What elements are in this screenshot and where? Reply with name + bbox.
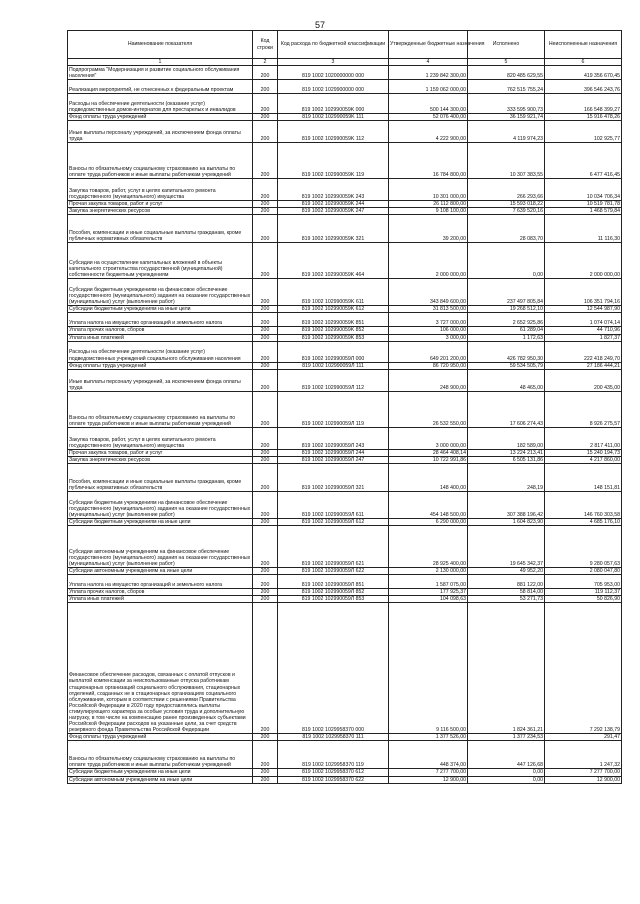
row-code: 200 bbox=[253, 327, 278, 334]
table-row bbox=[68, 449, 622, 456]
row-executed: 307 388 196,42 bbox=[468, 491, 545, 518]
row-name: Уплата прочих налогов, сборов bbox=[68, 589, 253, 596]
row-name: Субсидии автономным учреждениям на иные цели bbox=[68, 568, 253, 575]
row-classification: 819 1002 1029958370 111 bbox=[278, 734, 389, 741]
row-executed: 0,00 bbox=[468, 769, 545, 776]
row-unexecuted: 50 826,90 bbox=[545, 596, 622, 603]
row-name: Субсидии на осуществление капитальных вложений в объекты капитального строительства государственной (муниципальной) собственности бюджетным учреждениям bbox=[68, 243, 253, 279]
table-row bbox=[68, 80, 622, 94]
row-approved: 9 108 100,00 bbox=[389, 208, 468, 215]
row-unexecuted: 396 546 243,76 bbox=[545, 80, 622, 94]
row-executed: 447 126,68 bbox=[468, 741, 545, 769]
table-row bbox=[68, 369, 622, 391]
row-code: 200 bbox=[253, 243, 278, 279]
row-executed: 1 172,63 bbox=[468, 334, 545, 341]
table-row bbox=[68, 327, 622, 334]
row-approved: 4 222 900,00 bbox=[389, 121, 468, 143]
row-name: Прочая закупка товаров, работ и услуг bbox=[68, 201, 253, 208]
header-approved: Утвержденные бюджетные назначения bbox=[389, 31, 468, 59]
row-executed: 58 814,00 bbox=[468, 589, 545, 596]
row-unexecuted: 119 112,37 bbox=[545, 589, 622, 596]
row-approved: 31 813 500,00 bbox=[389, 306, 468, 313]
row-name: Расходы на обеспечение деятельности (оказание услуг) подведомственных домов-интернатов для престарелых и инвалидов bbox=[68, 94, 253, 114]
header-code: Код строки bbox=[253, 31, 278, 59]
row-executed: 820 485 629,55 bbox=[468, 66, 545, 80]
row-executed: 28 083,70 bbox=[468, 215, 545, 243]
column-index: 3 bbox=[278, 59, 389, 66]
table-row bbox=[68, 341, 622, 362]
row-executed: 237 497 805,84 bbox=[468, 279, 545, 306]
table-row bbox=[68, 391, 622, 427]
row-approved: 104 098,63 bbox=[389, 596, 468, 603]
row-code: 200 bbox=[253, 518, 278, 525]
row-classification: 819 1002 102990059Л 611 bbox=[278, 491, 389, 518]
row-code: 200 bbox=[253, 179, 278, 201]
row-approved: 448 374,00 bbox=[389, 741, 468, 769]
row-executed: 426 782 950,30 bbox=[468, 341, 545, 362]
row-unexecuted: 6 477 416,45 bbox=[545, 143, 622, 179]
row-classification: 819 1002 102990059K 112 bbox=[278, 121, 389, 143]
table-row bbox=[68, 94, 622, 114]
row-executed: 48 465,00 bbox=[468, 369, 545, 391]
row-classification: 819 1002 1029958370 000 bbox=[278, 603, 389, 734]
row-name: Фонд оплаты труда учреждений bbox=[68, 734, 253, 741]
row-unexecuted: 10 519 781,78 bbox=[545, 201, 622, 208]
row-code: 200 bbox=[253, 313, 278, 327]
row-classification: 819 1002 1029958370 119 bbox=[278, 741, 389, 769]
row-name: Субсидии бюджетным учреждениям на иные цели bbox=[68, 306, 253, 313]
row-approved: 1 159 062 000,00 bbox=[389, 80, 468, 94]
row-executed: 15 593 018,22 bbox=[468, 201, 545, 208]
row-name: Субсидии бюджетным учреждениям на иные цели bbox=[68, 518, 253, 525]
row-approved: 39 200,00 bbox=[389, 215, 468, 243]
row-executed: 182 589,00 bbox=[468, 427, 545, 449]
row-approved: 106 000,00 bbox=[389, 327, 468, 334]
row-unexecuted: 1 247,32 bbox=[545, 741, 622, 769]
row-classification: 819 1002 102990059Л 853 bbox=[278, 596, 389, 603]
row-executed: 881 122,00 bbox=[468, 575, 545, 589]
row-classification: 819 1002 102990059Л 852 bbox=[278, 589, 389, 596]
row-code: 200 bbox=[253, 279, 278, 306]
table-row bbox=[68, 568, 622, 575]
row-executed: 7 639 520,16 bbox=[468, 208, 545, 215]
row-unexecuted: 2 000 000,00 bbox=[545, 243, 622, 279]
header-executed: Исполнено bbox=[468, 31, 545, 59]
column-index-row bbox=[68, 59, 622, 66]
table-row bbox=[68, 334, 622, 341]
row-code: 200 bbox=[253, 589, 278, 596]
row-unexecuted: 705 953,00 bbox=[545, 575, 622, 589]
row-classification: 819 1002 102990059Л 612 bbox=[278, 518, 389, 525]
row-code: 200 bbox=[253, 80, 278, 94]
row-unexecuted: 1 074 074,14 bbox=[545, 313, 622, 327]
row-classification: 819 1002 102990059Л 000 bbox=[278, 341, 389, 362]
row-name: Фонд оплаты труда учреждений bbox=[68, 362, 253, 369]
row-unexecuted: 12 900,00 bbox=[545, 776, 622, 783]
row-unexecuted: 27 186 444,21 bbox=[545, 362, 622, 369]
row-approved: 12 900,00 bbox=[389, 776, 468, 783]
row-classification: 819 1002 102990059K 119 bbox=[278, 143, 389, 179]
row-unexecuted: 222 418 249,70 bbox=[545, 341, 622, 362]
row-name: Иные выплаты персоналу учреждений, за исключением фонда оплаты труда bbox=[68, 369, 253, 391]
row-approved: 9 116 500,00 bbox=[389, 603, 468, 734]
row-unexecuted: 2 817 411,00 bbox=[545, 427, 622, 449]
row-code: 200 bbox=[253, 596, 278, 603]
row-classification: 819 1002 102990059Л 112 bbox=[278, 369, 389, 391]
row-code: 200 bbox=[253, 776, 278, 783]
row-executed: 0,00 bbox=[468, 243, 545, 279]
row-approved: 454 148 500,00 bbox=[389, 491, 468, 518]
row-name: Иные выплаты персоналу учреждений, за исключением фонда оплаты труда bbox=[68, 121, 253, 143]
row-name: Уплата иных платежей bbox=[68, 596, 253, 603]
row-classification: 819 1002 102990059K 247 bbox=[278, 208, 389, 215]
row-executed: 59 534 505,79 bbox=[468, 362, 545, 369]
row-name: Уплата налога на имущество организаций и земельного налога bbox=[68, 313, 253, 327]
row-unexecuted: 146 760 303,58 bbox=[545, 491, 622, 518]
row-name: Подпрограмма "Модернизация и развитие социального обслуживания населения" bbox=[68, 66, 253, 80]
table-row bbox=[68, 201, 622, 208]
row-name: Субсидии автономным учреждениям на финансовое обеспечение государственного (муниципального) задания на оказание государственных (муниципальных) услуг (выполнение работ) bbox=[68, 526, 253, 568]
column-index: 1 bbox=[68, 59, 253, 66]
row-code: 200 bbox=[253, 734, 278, 741]
row-unexecuted: 11 116,30 bbox=[545, 215, 622, 243]
row-executed: 61 289,04 bbox=[468, 327, 545, 334]
row-classification: 819 1002 102990059Л 321 bbox=[278, 463, 389, 491]
row-code: 200 bbox=[253, 114, 278, 121]
row-unexecuted: 7 292 138,79 bbox=[545, 603, 622, 734]
row-name: Прочая закупка товаров, работ и услуг bbox=[68, 449, 253, 456]
row-name: Закупка товаров, работ, услуг в целях капитального ремонта государственного (муниципального) имущества bbox=[68, 427, 253, 449]
row-name: Субсидии автономным учреждениям на иные цели bbox=[68, 776, 253, 783]
row-approved: 343 849 600,00 bbox=[389, 279, 468, 306]
row-name: Расходы на обеспечение деятельности (оказание услуг) подведомственных учреждений социального обслуживания населения bbox=[68, 341, 253, 362]
row-unexecuted: 2 080 047,80 bbox=[545, 568, 622, 575]
row-unexecuted: 44 710,96 bbox=[545, 327, 622, 334]
row-classification: 819 1002 102990059Л 247 bbox=[278, 456, 389, 463]
row-unexecuted: 9 280 057,63 bbox=[545, 526, 622, 568]
row-approved: 177 925,37 bbox=[389, 589, 468, 596]
row-classification: 819 1002 102990059K 244 bbox=[278, 201, 389, 208]
row-executed: 19 645 342,37 bbox=[468, 526, 545, 568]
row-unexecuted: 148 151,81 bbox=[545, 463, 622, 491]
row-classification: 819 1002 102990059K 853 bbox=[278, 334, 389, 341]
row-approved: 3 000,00 bbox=[389, 334, 468, 341]
row-executed: 1 604 823,90 bbox=[468, 518, 545, 525]
row-name: Закупка товаров, работ, услуг в целях капитального ремонта государственного (муниципального) имущества bbox=[68, 179, 253, 201]
column-index: 2 bbox=[253, 59, 278, 66]
row-classification: 819 1002 102990059K 851 bbox=[278, 313, 389, 327]
row-code: 200 bbox=[253, 769, 278, 776]
row-code: 200 bbox=[253, 463, 278, 491]
table-row bbox=[68, 279, 622, 306]
row-code: 200 bbox=[253, 215, 278, 243]
row-approved: 1 239 842 300,00 bbox=[389, 66, 468, 80]
row-approved: 10 722 991,86 bbox=[389, 456, 468, 463]
row-name: Закупка энергетических ресурсов bbox=[68, 456, 253, 463]
header-classification: Код расхода по бюджетной классификации bbox=[278, 31, 389, 59]
row-name: Взносы по обязательному социальному страхованию на выплаты по оплате труда работников и иные выплаты работникам учреждений bbox=[68, 391, 253, 427]
header-unexecuted: Неисполненные назначения bbox=[545, 31, 622, 59]
table-row bbox=[68, 306, 622, 313]
row-classification: 819 1002 102990059Л 851 bbox=[278, 575, 389, 589]
row-approved: 6 290 000,00 bbox=[389, 518, 468, 525]
table-row bbox=[68, 121, 622, 143]
row-approved: 1 587 075,00 bbox=[389, 575, 468, 589]
row-unexecuted: 200 435,00 bbox=[545, 369, 622, 391]
row-name: Субсидии бюджетным учреждениям на финансовое обеспечение государственного (муниципального) задания на оказание государственных (муниципальных) услуг (выполнение работ) bbox=[68, 491, 253, 518]
row-executed: 53 271,73 bbox=[468, 596, 545, 603]
row-classification: 819 1002 102990059Л 244 bbox=[278, 449, 389, 456]
row-code: 200 bbox=[253, 427, 278, 449]
row-classification: 819 1002 102990059K 000 bbox=[278, 94, 389, 114]
row-executed: 2 652 925,86 bbox=[468, 313, 545, 327]
row-classification: 819 1002 1020000000 000 bbox=[278, 66, 389, 80]
row-code: 200 bbox=[253, 94, 278, 114]
row-unexecuted: 106 351 794,16 bbox=[545, 279, 622, 306]
row-approved: 2 000 000,00 bbox=[389, 243, 468, 279]
row-name: Взносы по обязательному социальному страхованию на выплаты по оплате труда работников и иные выплаты работникам учреждений bbox=[68, 741, 253, 769]
row-executed: 19 268 512,10 bbox=[468, 306, 545, 313]
table-row bbox=[68, 734, 622, 741]
row-unexecuted: 15 240 194,73 bbox=[545, 449, 622, 456]
row-name: Пособия, компенсации и иные социальные выплаты гражданам, кроме публичных нормативных обязательств bbox=[68, 463, 253, 491]
row-unexecuted: 15 916 478,26 bbox=[545, 114, 622, 121]
row-executed: 0,00 bbox=[468, 776, 545, 783]
row-classification: 819 1002 1029900000 000 bbox=[278, 80, 389, 94]
row-code: 200 bbox=[253, 341, 278, 362]
row-code: 200 bbox=[253, 575, 278, 589]
row-approved: 52 076 400,00 bbox=[389, 114, 468, 121]
row-approved: 86 720 950,00 bbox=[389, 362, 468, 369]
row-approved: 10 301 000,00 bbox=[389, 179, 468, 201]
row-code: 200 bbox=[253, 143, 278, 179]
row-approved: 248 900,00 bbox=[389, 369, 468, 391]
page-number: 57 bbox=[314, 20, 325, 30]
row-classification: 819 1002 102990059K 243 bbox=[278, 179, 389, 201]
row-code: 200 bbox=[253, 491, 278, 518]
row-name: Фонд оплаты труда учреждений bbox=[68, 114, 253, 121]
row-approved: 1 377 526,00 bbox=[389, 734, 468, 741]
row-executed: 1 824 361,21 bbox=[468, 603, 545, 734]
row-code: 200 bbox=[253, 449, 278, 456]
table-row bbox=[68, 313, 622, 327]
row-code: 200 bbox=[253, 456, 278, 463]
table-row bbox=[68, 589, 622, 596]
row-code: 200 bbox=[253, 201, 278, 208]
row-approved: 26 532 550,00 bbox=[389, 391, 468, 427]
row-unexecuted: 291,47 bbox=[545, 734, 622, 741]
row-code: 200 bbox=[253, 306, 278, 313]
row-classification: 819 1002 1029958370 612 bbox=[278, 769, 389, 776]
row-code: 200 bbox=[253, 741, 278, 769]
table-row bbox=[68, 456, 622, 463]
table-row bbox=[68, 603, 622, 734]
table-row bbox=[68, 575, 622, 589]
table-row bbox=[68, 66, 622, 80]
table-row bbox=[68, 463, 622, 491]
table-header-row bbox=[68, 31, 622, 59]
row-classification: 819 1002 1029958370 622 bbox=[278, 776, 389, 783]
row-name: Пособия, компенсации и иные социальные выплаты гражданам, кроме публичных нормативных обязательств bbox=[68, 215, 253, 243]
table-row bbox=[68, 741, 622, 769]
row-code: 200 bbox=[253, 603, 278, 734]
row-classification: 819 1002 102990059K 464 bbox=[278, 243, 389, 279]
row-code: 200 bbox=[253, 369, 278, 391]
row-code: 200 bbox=[253, 391, 278, 427]
row-executed: 10 307 383,55 bbox=[468, 143, 545, 179]
row-approved: 3 727 000,00 bbox=[389, 313, 468, 327]
row-classification: 819 1002 102990059Л 243 bbox=[278, 427, 389, 449]
budget-execution-table bbox=[67, 30, 622, 784]
table-row bbox=[68, 596, 622, 603]
row-name: Взносы по обязательному социальному страхованию на выплаты по оплате труда работников и иные выплаты работникам учреждений bbox=[68, 143, 253, 179]
row-unexecuted: 1 827,37 bbox=[545, 334, 622, 341]
row-code: 200 bbox=[253, 334, 278, 341]
row-approved: 148 400,00 bbox=[389, 463, 468, 491]
row-unexecuted: 166 548 399,27 bbox=[545, 94, 622, 114]
row-classification: 819 1002 102990059Л 621 bbox=[278, 526, 389, 568]
table-row bbox=[68, 526, 622, 568]
row-classification: 819 1002 102990059K 321 bbox=[278, 215, 389, 243]
row-executed: 49 952,20 bbox=[468, 568, 545, 575]
row-name: Уплата налога на имущество организаций и земельного налога bbox=[68, 575, 253, 589]
row-unexecuted: 8 926 275,57 bbox=[545, 391, 622, 427]
table-row bbox=[68, 114, 622, 121]
column-index: 5 bbox=[468, 59, 545, 66]
table-row bbox=[68, 769, 622, 776]
row-approved: 2 130 000,00 bbox=[389, 568, 468, 575]
row-unexecuted: 7 277 700,00 bbox=[545, 769, 622, 776]
row-code: 200 bbox=[253, 362, 278, 369]
table-row bbox=[68, 143, 622, 179]
row-approved: 500 144 300,00 bbox=[389, 94, 468, 114]
row-executed: 333 595 900,73 bbox=[468, 94, 545, 114]
column-index: 4 bbox=[389, 59, 468, 66]
row-name: Финансовое обеспечение расходов, связанных с оплатой отпусков и выплатой компенсации за неиспользованные отпуска работникам стационарных организаций социального обслуживания, стационарных отделений, созданных не в стационарных организациях социального обслуживания, которым в соответствии с решениями Правительства Российской Федерации в 2020 году предоставлялись выплаты стимулирующего характера за особые условия труда и дополнительную нагрузку, в том числе на компенсацию ранее произведенных субъектами Российской Федерации расходов на указанные цели, за счет средств резервного фонда Правительства Российской Федерации bbox=[68, 603, 253, 734]
column-index: 6 bbox=[545, 59, 622, 66]
row-executed: 13 224 213,41 bbox=[468, 449, 545, 456]
row-executed: 6 505 131,86 bbox=[468, 456, 545, 463]
table-row bbox=[68, 427, 622, 449]
table-row bbox=[68, 179, 622, 201]
row-executed: 762 515 755,24 bbox=[468, 80, 545, 94]
table-row bbox=[68, 208, 622, 215]
row-classification: 819 1002 102990059K 852 bbox=[278, 327, 389, 334]
row-classification: 819 1002 102990059Л 111 bbox=[278, 362, 389, 369]
row-approved: 28 464 408,14 bbox=[389, 449, 468, 456]
header-name: Наименование показателя bbox=[68, 31, 253, 59]
row-unexecuted: 12 544 987,90 bbox=[545, 306, 622, 313]
table-row bbox=[68, 776, 622, 783]
row-approved: 26 112 800,00 bbox=[389, 201, 468, 208]
row-unexecuted: 102 925,77 bbox=[545, 121, 622, 143]
row-unexecuted: 4 685 176,10 bbox=[545, 518, 622, 525]
row-approved: 7 277 700,00 bbox=[389, 769, 468, 776]
row-unexecuted: 419 356 670,45 bbox=[545, 66, 622, 80]
row-code: 200 bbox=[253, 66, 278, 80]
row-name: Уплата иных платежей bbox=[68, 334, 253, 341]
row-executed: 248,19 bbox=[468, 463, 545, 491]
row-approved: 3 000 000,00 bbox=[389, 427, 468, 449]
table-row bbox=[68, 243, 622, 279]
row-name: Реализация мероприятий, не отнесенных к федеральным проектам bbox=[68, 80, 253, 94]
row-classification: 819 1002 102990059Л 622 bbox=[278, 568, 389, 575]
table-row bbox=[68, 491, 622, 518]
row-name: Закупка энергетических ресурсов bbox=[68, 208, 253, 215]
row-code: 200 bbox=[253, 526, 278, 568]
row-name: Субсидии бюджетным учреждениям на финансовое обеспечение государственного (муниципального) задания на оказание государственных (муниципальных) услуг (выполнение работ) bbox=[68, 279, 253, 306]
row-classification: 819 1002 102990059K 611 bbox=[278, 279, 389, 306]
table-row bbox=[68, 362, 622, 369]
row-code: 200 bbox=[253, 208, 278, 215]
row-executed: 1 377 234,53 bbox=[468, 734, 545, 741]
row-classification: 819 1002 102990059K 111 bbox=[278, 114, 389, 121]
row-executed: 4 119 974,23 bbox=[468, 121, 545, 143]
row-code: 200 bbox=[253, 121, 278, 143]
row-executed: 17 606 274,43 bbox=[468, 391, 545, 427]
row-code: 200 bbox=[253, 568, 278, 575]
row-classification: 819 1002 102990059K 612 bbox=[278, 306, 389, 313]
row-unexecuted: 10 034 706,34 bbox=[545, 179, 622, 201]
row-unexecuted: 4 217 860,00 bbox=[545, 456, 622, 463]
row-name: Уплата прочих налогов, сборов bbox=[68, 327, 253, 334]
table-row bbox=[68, 215, 622, 243]
row-approved: 649 201 200,00 bbox=[389, 341, 468, 362]
row-approved: 16 784 800,00 bbox=[389, 143, 468, 179]
table-row bbox=[68, 518, 622, 525]
row-classification: 819 1002 102990059Л 119 bbox=[278, 391, 389, 427]
table-body bbox=[68, 66, 622, 784]
row-approved: 28 925 400,00 bbox=[389, 526, 468, 568]
row-unexecuted: 1 468 579,84 bbox=[545, 208, 622, 215]
row-name: Субсидии бюджетным учреждениям на иные цели bbox=[68, 769, 253, 776]
row-executed: 36 159 921,74 bbox=[468, 114, 545, 121]
row-executed: 266 293,66 bbox=[468, 179, 545, 201]
